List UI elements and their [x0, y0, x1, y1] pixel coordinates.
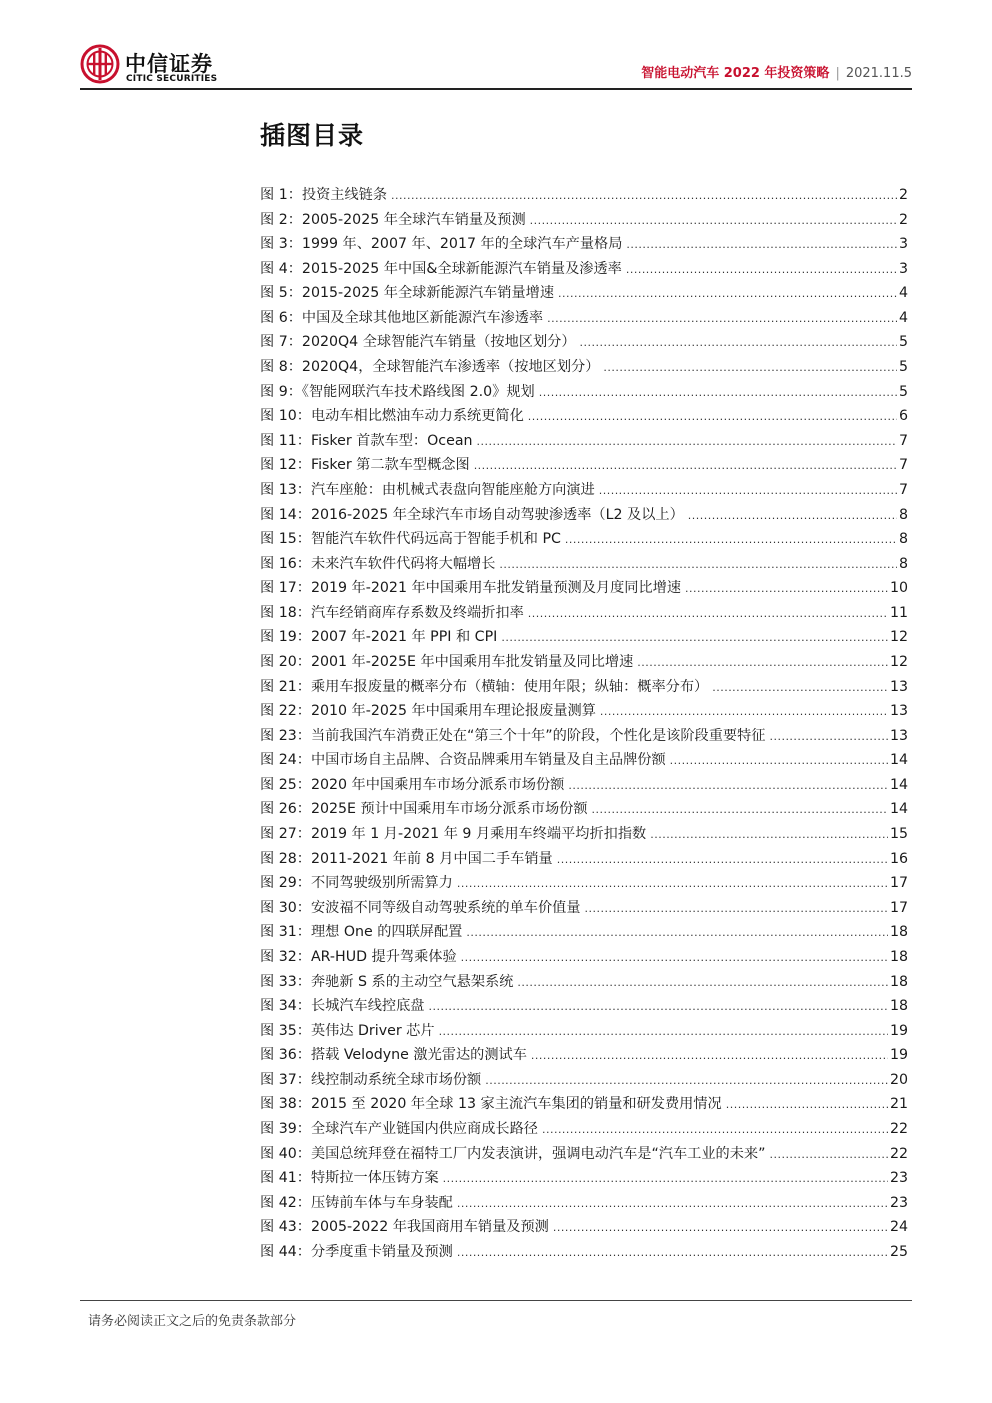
toc-entry-label: 图 27：2019 年 1 月-2021 年 9 月乘用车终端平均折扣指数 — [260, 826, 647, 843]
toc-entry[interactable] — [260, 1216, 908, 1241]
toc-entry[interactable] — [260, 405, 908, 430]
toc-entry[interactable] — [260, 282, 908, 307]
toc-entry-page: 24 — [889, 1219, 908, 1236]
toc-entry-page: 4 — [898, 309, 908, 326]
toc-leader-dots — [585, 902, 888, 915]
toc-entry[interactable] — [260, 233, 908, 258]
toc-entry-label: 图 2：2005-2025 年全球汽车销量及预测 — [260, 211, 526, 228]
toc-entry-page: 13 — [889, 678, 908, 695]
toc-entry-page: 2 — [898, 211, 908, 228]
toc-leader-dots — [547, 312, 897, 325]
toc-entry[interactable] — [260, 1143, 908, 1168]
toc-leader-dots — [580, 336, 897, 349]
toc-leader-dots — [443, 1172, 888, 1185]
toc-entry-label: 图 24：中国市场自主品牌、合资品牌乘用车销量及自主品牌份额 — [260, 752, 666, 769]
toc-entry[interactable] — [260, 971, 908, 996]
toc-entry-page: 18 — [889, 998, 908, 1015]
toc-entry[interactable] — [260, 798, 908, 823]
toc-entry-label: 图 37：线控制动系统全球市场份额 — [260, 1071, 482, 1088]
toc-entry-label: 图 20：2001 年-2025E 年中国乘用车批发销量及同比增速 — [260, 653, 634, 670]
toc-entry[interactable] — [260, 307, 908, 332]
toc-entry-page: 8 — [898, 555, 908, 572]
toc-entry-label: 图 35：英伟达 Driver 芯片 — [260, 1022, 435, 1039]
footer-divider — [80, 1300, 912, 1301]
toc-leader-dots — [457, 877, 888, 890]
toc-entry[interactable] — [260, 1118, 908, 1143]
toc-entry-page: 21 — [889, 1096, 908, 1113]
toc-entry[interactable] — [260, 1241, 908, 1266]
header-divider — [80, 88, 912, 90]
toc-entry[interactable] — [260, 331, 908, 356]
toc-leader-dots — [428, 1000, 887, 1013]
toc-entry[interactable] — [260, 946, 908, 971]
toc-entry-page: 7 — [898, 457, 908, 474]
toc-entry[interactable] — [260, 553, 908, 578]
toc-leader-dots — [474, 459, 897, 472]
toc-entry-page: 20 — [889, 1071, 908, 1088]
toc-entry-label: 图 3：1999 年、2007 年、2017 年的全球汽车产量格局 — [260, 236, 623, 253]
toc-leader-dots — [439, 1025, 888, 1038]
toc-entry[interactable] — [260, 1044, 908, 1069]
toc-entry[interactable] — [260, 651, 908, 676]
toc-entry[interactable] — [260, 1093, 908, 1118]
header-report-info — [641, 62, 912, 81]
toc-entry-page: 25 — [889, 1243, 908, 1260]
toc-entry-label: 图 32：AR-HUD 提升驾乘体验 — [260, 948, 457, 965]
toc-entry[interactable] — [260, 995, 908, 1020]
toc-leader-dots — [685, 582, 888, 595]
toc-entry-page: 19 — [889, 1022, 908, 1039]
toc-entry[interactable] — [260, 823, 908, 848]
toc-entry-label: 图 33：奔驰新 S 系的主动空气悬架系统 — [260, 973, 514, 990]
toc-entry-page: 14 — [889, 776, 908, 793]
toc-leader-dots — [565, 533, 897, 546]
report-date: 2021.11.5 — [845, 66, 912, 81]
toc-leader-dots — [769, 730, 887, 743]
toc-entry[interactable] — [260, 504, 908, 529]
toc-entry-page: 6 — [898, 408, 908, 425]
toc-leader-dots — [599, 484, 897, 497]
toc-leader-dots — [712, 681, 888, 694]
toc-leader-dots — [558, 287, 897, 300]
toc-leader-dots — [457, 1197, 888, 1210]
toc-entry[interactable] — [260, 381, 908, 406]
toc-entry[interactable] — [260, 430, 908, 455]
toc-entry-label: 图 29：不同驾驶级别所需算力 — [260, 875, 453, 892]
toc-entry-label: 图 15：智能汽车软件代码远高于智能手机和 PC — [260, 531, 561, 548]
toc-entry-page: 22 — [889, 1120, 908, 1137]
toc-entry-label: 图 19：2007 年-2021 年 PPI 和 CPI — [260, 629, 498, 646]
toc-leader-dots — [650, 828, 888, 841]
toc-entry-label: 图 38：2015 至 2020 年全球 13 家主流汽车集团的销量和研发费用情况 — [260, 1096, 722, 1113]
toc-entry-label: 图 31：理想 One 的四联屏配置 — [260, 924, 463, 941]
toc-leader-dots — [528, 607, 888, 620]
toc-leader-dots — [539, 386, 897, 399]
toc-leader-dots — [542, 1123, 888, 1136]
toc-leader-dots — [477, 435, 897, 448]
toc-leader-dots — [688, 509, 897, 522]
toc-leader-dots — [769, 1148, 887, 1161]
page-title: 插图目录 — [260, 121, 365, 150]
toc-entry[interactable] — [260, 872, 908, 897]
toc-entry-page: 10 — [889, 580, 908, 597]
toc-entry-page: 17 — [889, 875, 908, 892]
toc-entry[interactable] — [260, 897, 908, 922]
toc-entry-page: 18 — [889, 948, 908, 965]
toc-leader-dots — [391, 189, 897, 202]
toc-leader-dots — [517, 976, 888, 989]
toc-entry[interactable] — [260, 921, 908, 946]
toc-entry-label: 图 17：2019 年-2021 年中国乘用车批发销量预测及月度同比增速 — [260, 580, 682, 597]
report-title: 智能电动汽车 2022 年投资策略 — [641, 66, 830, 81]
toc-entry-page: 13 — [889, 727, 908, 744]
toc-entry-page: 15 — [889, 826, 908, 843]
toc-entry-label: 图 23：当前我国汽车消费正处在“第三个十年”的阶段，个性化是该阶段重要特征 — [260, 727, 766, 744]
toc-entry-label: 图 16：未来汽车软件代码将大幅增长 — [260, 555, 496, 572]
toc-entry-page: 22 — [889, 1145, 908, 1162]
toc-leader-dots — [603, 361, 897, 374]
figure-list — [260, 184, 908, 1265]
toc-entry-label: 图 34：长城汽车线控底盘 — [260, 998, 425, 1015]
toc-entry-label: 图 39：全球汽车产业链国内供应商成长路径 — [260, 1120, 538, 1137]
toc-leader-dots — [592, 803, 888, 816]
toc-entry[interactable] — [260, 454, 908, 479]
toc-entry-page: 14 — [889, 752, 908, 769]
toc-leader-dots — [457, 1246, 888, 1259]
toc-entry-label: 图 36：搭载 Velodyne 激光雷达的测试车 — [260, 1047, 527, 1064]
toc-leader-dots — [485, 1074, 888, 1087]
toc-entry-label: 图 5：2015-2025 年全球新能源汽车销量增速 — [260, 285, 555, 302]
toc-entry-label: 图 4：2015-2025 年中国&全球新能源汽车销量及渗透率 — [260, 260, 622, 277]
toc-entry-label: 图 43：2005-2022 年我国商用车销量及预测 — [260, 1219, 549, 1236]
toc-entry-label: 图 18：汽车经销商库存系数及终端折扣率 — [260, 604, 524, 621]
toc-entry-label: 图 44：分季度重卡销量及预测 — [260, 1243, 453, 1260]
toc-entry-page: 11 — [889, 604, 908, 621]
toc-entry-label: 图 22：2010 年-2025 年中国乘用车理论报废量测算 — [260, 703, 596, 720]
toc-leader-dots — [637, 656, 888, 669]
toc-entry-label: 图 7：2020Q4 全球智能汽车销量（按地区划分） — [260, 334, 576, 351]
toc-entry-label: 图 28：2011-2021 年前 8 月中国二手车销量 — [260, 850, 553, 867]
toc-entry[interactable] — [260, 626, 908, 651]
toc-leader-dots — [557, 853, 888, 866]
logo-text-cn: 中信证券 — [125, 52, 213, 76]
toc-leader-dots — [528, 410, 897, 423]
toc-entry[interactable] — [260, 1192, 908, 1217]
toc-entry[interactable] — [260, 258, 908, 283]
toc-entry-page: 17 — [889, 899, 908, 916]
toc-leader-dots — [600, 705, 888, 718]
toc-entry[interactable] — [260, 1069, 908, 1094]
toc-entry-page: 8 — [898, 531, 908, 548]
toc-entry-label: 图 42：压铸前车体与车身装配 — [260, 1194, 453, 1211]
toc-entry-page: 18 — [889, 973, 908, 990]
toc-entry[interactable] — [260, 577, 908, 602]
toc-entry-label: 图 25：2020 年中国乘用车市场分派系市场份额 — [260, 776, 565, 793]
toc-entry[interactable] — [260, 725, 908, 750]
toc-entry[interactable] — [260, 209, 908, 234]
toc-entry-page: 8 — [898, 506, 908, 523]
toc-entry[interactable] — [260, 848, 908, 873]
toc-entry-label: 图 11：Fisker 首款车型：Ocean — [260, 432, 473, 449]
toc-leader-dots — [626, 238, 897, 251]
toc-entry-page: 3 — [898, 236, 908, 253]
toc-entry[interactable] — [260, 479, 908, 504]
toc-entry-page: 19 — [889, 1047, 908, 1064]
toc-leader-dots — [530, 214, 897, 227]
toc-leader-dots — [568, 779, 888, 792]
toc-leader-dots — [726, 1098, 888, 1111]
toc-entry-label: 图 9：《智能网联汽车技术路线图 2.0》规划 — [260, 383, 535, 400]
toc-entry-page: 2 — [898, 187, 908, 203]
toc-entry-page: 18 — [889, 924, 908, 941]
toc-entry-page: 5 — [898, 359, 908, 376]
toc-entry-label: 图 1：投资主线链条 — [260, 187, 388, 203]
toc-entry[interactable] — [260, 184, 908, 209]
toc-entry-label: 图 13：汽车座舱：由机械式表盘向智能座舱方向演进 — [260, 481, 595, 498]
toc-entry-label: 图 10：电动车相比燃油车动力系统更简化 — [260, 408, 524, 425]
toc-entry[interactable] — [260, 676, 908, 701]
toc-entry-page: 12 — [889, 629, 908, 646]
toc-leader-dots — [670, 754, 888, 767]
toc-leader-dots — [461, 951, 888, 964]
toc-entry[interactable] — [260, 356, 908, 381]
page-header — [80, 40, 912, 88]
toc-entry-page: 4 — [898, 285, 908, 302]
toc-entry-label: 图 12：Fisker 第二款车型概念图 — [260, 457, 470, 474]
toc-entry-page: 23 — [889, 1170, 908, 1187]
toc-entry-page: 13 — [889, 703, 908, 720]
header-separator: | — [835, 66, 840, 81]
toc-leader-dots — [466, 926, 888, 939]
toc-leader-dots — [501, 631, 888, 644]
toc-entry-label: 图 8：2020Q4，全球智能汽车渗透率（按地区划分） — [260, 359, 600, 376]
toc-entry[interactable] — [260, 1020, 908, 1045]
footer-disclaimer: 请务必阅读正文之后的免责条款部分 — [88, 1314, 297, 1329]
toc-entry-label: 图 26：2025E 预计中国乘用车市场分派系市场份额 — [260, 801, 588, 818]
logo-text-en: CITIC SECURITIES — [126, 74, 218, 84]
toc-entry-page: 12 — [889, 653, 908, 670]
toc-leader-dots — [499, 558, 897, 571]
toc-entry[interactable] — [260, 602, 908, 627]
toc-entry-label: 图 30：安波福不同等级自动驾驶系统的单车价值量 — [260, 899, 581, 916]
toc-entry[interactable] — [260, 1167, 908, 1192]
toc-entry-page: 16 — [889, 850, 908, 867]
toc-entry-label: 图 41：特斯拉一体压铸方案 — [260, 1170, 439, 1187]
toc-entry[interactable] — [260, 700, 908, 725]
toc-leader-dots — [531, 1049, 888, 1062]
toc-entry-label: 图 6：中国及全球其他地区新能源汽车渗透率 — [260, 309, 544, 326]
toc-leader-dots — [553, 1221, 888, 1234]
toc-entry-label: 图 21：乘用车报废量的概率分布（横轴：使用年限；纵轴：概率分布） — [260, 678, 709, 695]
toc-leader-dots — [626, 263, 897, 276]
toc-entry-label: 图 40：美国总统拜登在福特工厂内发表演讲，强调电动汽车是“汽车工业的未来” — [260, 1145, 766, 1162]
toc-entry-page: 7 — [898, 432, 908, 449]
toc-entry-page: 5 — [898, 383, 908, 400]
toc-entry-page: 14 — [889, 801, 908, 818]
toc-entry[interactable] — [260, 749, 908, 774]
toc-entry-page: 7 — [898, 481, 908, 498]
toc-entry-page: 3 — [898, 260, 908, 277]
toc-entry-page: 5 — [898, 334, 908, 351]
citic-logo — [80, 44, 300, 88]
toc-entry[interactable] — [260, 774, 908, 799]
toc-entry-label: 图 14：2016-2025 年全球汽车市场自动驾驶渗透率（L2 及以上） — [260, 506, 684, 523]
citic-emblem-icon — [80, 44, 120, 84]
toc-entry-page: 23 — [889, 1194, 908, 1211]
toc-entry[interactable] — [260, 528, 908, 553]
